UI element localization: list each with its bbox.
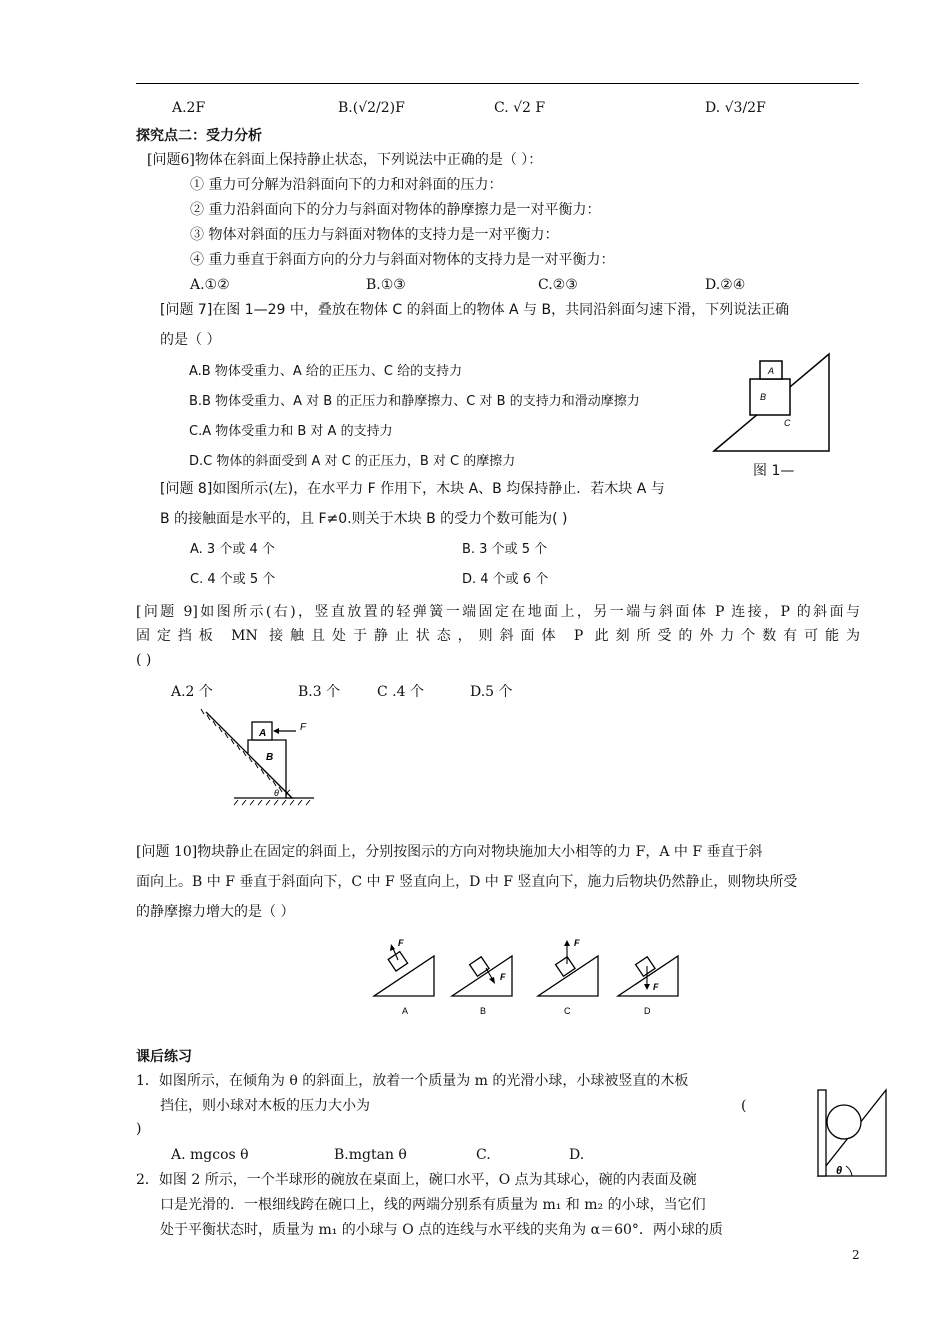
hw1-option-d: D. xyxy=(569,1147,585,1163)
q10-stem-line1: [问题 10]物块静止在固定的斜面上，分别按图示的方向对物块施加大小相等的力 F，A 中 F 垂直于斜 xyxy=(136,844,763,860)
hw1-paren-close: ) xyxy=(136,1121,142,1137)
q6-statement-1: ① 重力可分解为沿斜面向下的力和对斜面的压力： xyxy=(190,177,503,193)
q10-figure-d xyxy=(618,956,678,1016)
q7-option-c: C.A 物体受重力和 B 对 A 的支持力 xyxy=(189,424,393,439)
q10-label-b: B xyxy=(480,1006,487,1016)
q8-option-a: A. 3 个或 4 个 xyxy=(190,542,275,557)
q7-option-b: B.B 物体受重力、A 对 B 的正压力和静摩擦力、C 对 B 的支持力和滑动摩擦力 xyxy=(189,394,640,409)
hw1-option-c: C. xyxy=(476,1147,491,1163)
q9-option-a: A.2 个 xyxy=(171,684,213,700)
hw1-option-b: B.mgtan θ xyxy=(334,1147,407,1163)
q6-option-d: D.②④ xyxy=(705,277,746,293)
q8-label-theta: θ xyxy=(274,788,279,798)
q7-label-a: A xyxy=(768,366,775,376)
q10-label-d: D xyxy=(644,1006,651,1016)
q10-b-force-label: F xyxy=(500,972,506,982)
q9-stem-line2: 固定挡板 MN 接触且处于静止状态，则斜面体 P 此刻所受的外力个数有可能为 xyxy=(136,628,860,644)
section-title: 探究点二：受力分析 xyxy=(136,128,262,144)
q7-block-b xyxy=(750,379,790,415)
q10-figure-b xyxy=(452,956,512,1016)
hw2-line2: 口是光滑的．一根细线跨在碗口上，线的两端分别系有质量为 m₁ 和 m₂ 的小球，当它们 xyxy=(160,1197,706,1213)
q7-label-b: B xyxy=(760,392,767,402)
q9-option-c: C .4 个 xyxy=(377,684,424,700)
q10-label-a: A xyxy=(402,1006,409,1016)
q9-option-b: B.3 个 xyxy=(298,684,341,700)
top-option-c: C. √2 F xyxy=(494,100,546,116)
q8-option-c: C. 4 个或 5 个 xyxy=(190,572,276,587)
q10-c-force-label: F xyxy=(574,938,580,948)
q7-option-a: A.B 物体受重力、A 给的正压力、C 给的支持力 xyxy=(189,364,463,379)
q10-a-force-label: F xyxy=(398,938,404,948)
hw1-figure xyxy=(814,1086,890,1180)
page-number: 2 xyxy=(852,1248,860,1262)
q9-option-d: D.5 个 xyxy=(470,684,513,700)
hw2-line1: 2．如图 2 所示，一个半球形的碗放在桌面上，碗口水平，O 点为其球心，碗的内表面及碗 xyxy=(136,1172,697,1188)
hw1-theta-label: θ xyxy=(836,1165,843,1177)
q7-stem-line2: 的是（ ） xyxy=(160,332,221,348)
q8-force-arrowhead xyxy=(273,728,279,734)
hw1-paren-open: ( xyxy=(741,1098,747,1114)
top-option-b: B.(√2/2)F xyxy=(338,100,405,116)
q10-d-force-label: F xyxy=(653,982,659,992)
hw1-line1: 1．如图所示，在倾角为 θ 的斜面上，放着一个质量为 m 的光滑小球，小球被竖直的木板 xyxy=(136,1073,689,1089)
hw1-option-a: A. mgcos θ xyxy=(171,1147,249,1163)
q8-option-d: D. 4 个或 6 个 xyxy=(462,572,549,587)
q9-stem-line1: [问题 9]如图所示(右)，竖直放置的轻弹簧一端固定在地面上，另一端与斜面体 P 连接，P 的斜面与 xyxy=(136,604,860,620)
q6-option-a: A.①② xyxy=(190,277,230,293)
header-rule xyxy=(136,83,859,84)
q7-option-d: D.C 物体的斜面受到 A 对 C 的正压力，B 对 C 的摩擦力 xyxy=(189,454,516,469)
q10-stem-line3: 的静摩擦力增大的是（ ） xyxy=(136,904,295,920)
hw1-angle-arc xyxy=(846,1166,852,1176)
q6-option-b: B.①③ xyxy=(366,277,406,293)
q6-statement-2: ② 重力沿斜面向下的分力与斜面对物体的静摩擦力是一对平衡力： xyxy=(190,202,601,218)
q6-statement-3: ③ 物体对斜面的压力与斜面对物体的支持力是一对平衡力： xyxy=(190,227,559,243)
q10-label-c: C xyxy=(564,1006,571,1016)
q8-label-a: A xyxy=(259,728,267,739)
hw1-board xyxy=(818,1090,826,1176)
q8-label-b: B xyxy=(266,752,274,763)
q8-label-f: F xyxy=(300,722,307,733)
hw1-line2: 挡住，则小球对木板的压力大小为 xyxy=(160,1098,370,1114)
hw2-line3: 处于平衡状态时，质量为 m₁ 的小球与 O 点的连线与水平线的夹角为 α＝60°．两小球的质 xyxy=(160,1222,723,1238)
q8-option-b: B. 3 个或 5 个 xyxy=(462,542,548,557)
q10-figures xyxy=(370,934,690,1020)
q6-statement-4: ④ 重力垂直于斜面方向的分力与斜面对物体的支持力是一对平衡力： xyxy=(190,252,615,268)
q8-stem-line2: B 的接触面是水平的，且 F≠0.则关于木块 B 的受力个数可能为( ) xyxy=(160,511,568,527)
q8-stem-line1: [问题 8]如图所示(左)，在水平力 F 作用下，木块 A、B 均保持静止．若木块 A 与 xyxy=(160,481,665,497)
top-option-d: D. √3/2F xyxy=(705,100,766,116)
q10-figure-c xyxy=(538,938,598,1016)
q7-label-c: C xyxy=(784,418,791,428)
q7-stem-line1: [问题 7]在图 1—29 中，叠放在物体 C 的斜面上的物体 A 与 B，共同沿斜面匀速下滑，下列说法正确 xyxy=(160,302,790,318)
q6-stem: [问题6]物体在斜面上保持静止状态，下列说法中正确的是（ ）： xyxy=(147,152,543,168)
q7-figure-caption: 图 1— xyxy=(753,463,795,479)
q8-block-b xyxy=(248,740,292,798)
homework-title: 课后练习 xyxy=(136,1049,192,1065)
q10-figure-a xyxy=(374,938,434,1016)
q7-figure xyxy=(708,348,834,454)
q10-stem-line2: 面向上。B 中 F 垂直于斜面向下，C 中 F 竖直向上，D 中 F 竖直向下，施力后物块仍然静止，则物块所受 xyxy=(136,874,798,890)
q9-stem-line3: ( ) xyxy=(136,652,152,668)
hw1-ball xyxy=(827,1105,861,1139)
q6-option-c: C.②③ xyxy=(538,277,578,293)
top-option-a: A.2F xyxy=(172,100,206,116)
q8-figure xyxy=(200,708,320,808)
